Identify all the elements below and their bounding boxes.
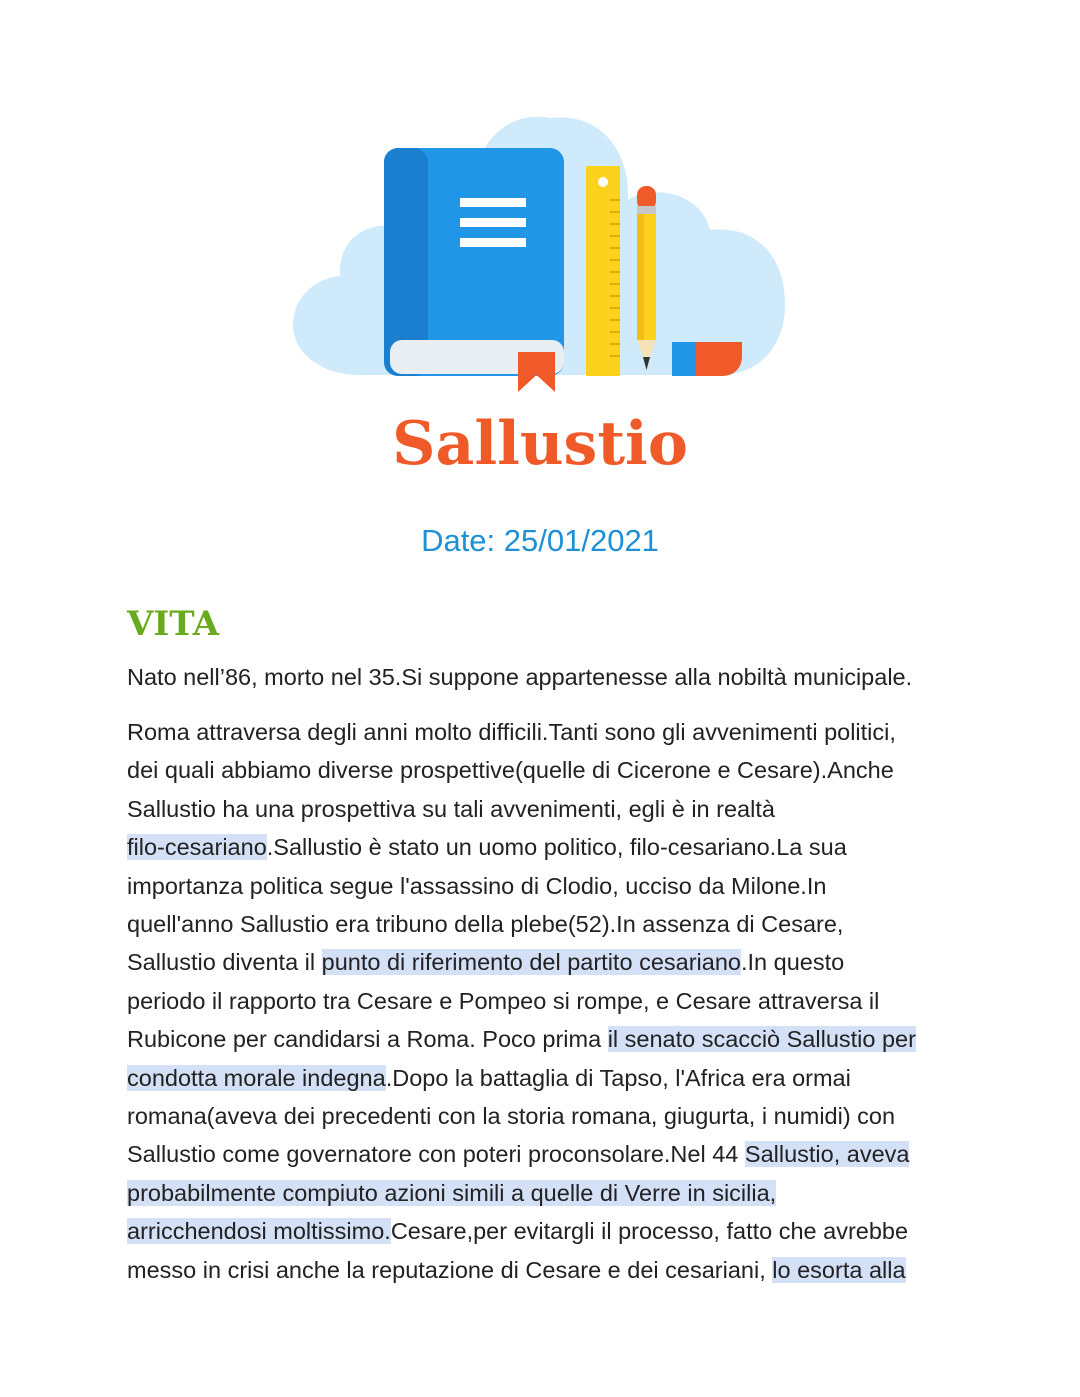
highlighted-text: punto di riferimento del partito cesariano [321, 949, 741, 976]
header-illustration [290, 110, 790, 400]
text-span: .Sallustio è stato un uomo politico, filo-cesariano.La sua [266, 834, 847, 861]
text-span: dei quali abbiamo diverse prospettive(quelle di Cicerone e Cesare).Anche [127, 757, 894, 784]
paragraph-political-context [127, 713, 987, 1289]
text-span: messo in crisi anche la reputazione di Cesare e dei cesariani, [127, 1256, 766, 1283]
text-span: periodo il rapporto tra Cesare e Pompeo si rompe, e Cesare attraversa il [127, 987, 880, 1014]
pencil-icon [637, 186, 656, 370]
eraser-icon [672, 342, 742, 376]
page-title: Sallustio [392, 409, 688, 479]
document-date: Date: 25/01/2021 [421, 523, 659, 558]
text-span: Roma attraversa degli anni molto difficili.Tanti sono gli avvenimenti politici, [127, 719, 896, 745]
text-span: Sallustio diventa il [127, 949, 316, 976]
highlighted-text: probabilmente compiuto azioni simili a quelle di Verre in sicilia, [127, 1179, 777, 1206]
highlighted-text: filo-cesariano [127, 834, 267, 861]
text-span: importanza politica segue l'assassino di Clodio, ucciso da Milone.In [127, 872, 827, 899]
text-span: Rubicone per candidarsi a Roma. Poco prima [127, 1026, 602, 1053]
text-span: Cesare,per evitargli il processo, fatto che avrebbe [390, 1218, 909, 1245]
text-span: .Dopo la battaglia di Tapso, l'Africa era ormai [385, 1064, 851, 1091]
highlighted-text: Sallustio, aveva [744, 1141, 910, 1168]
text-span: romana(aveva dei precedenti con la storia romana, giugurta, i numidi) con [127, 1103, 896, 1130]
book-icon [384, 148, 564, 376]
text-span: Sallustio ha una prospettiva su tali avvenimenti, egli è in realtà [127, 795, 775, 822]
text-span: quell'anno Sallustio era tribuno della plebe(52).In assenza di Cesare, [127, 911, 844, 938]
text-span: .In questo [740, 949, 845, 976]
highlighted-text: il senato scacciò Sallustio per [607, 1026, 916, 1053]
paragraph-birth-death: Nato nell’86, morto nel 35.Si suppone appartenesse alla nobiltà municipale. [127, 664, 913, 690]
text-span: Sallustio come governatore con poteri proconsolare.Nel 44 [127, 1141, 739, 1168]
ruler-icon [586, 166, 620, 376]
bookmark-icon [518, 352, 555, 392]
section-heading-vita: VITA [127, 604, 220, 644]
highlighted-text: condotta morale indegna [127, 1064, 386, 1091]
highlighted-text: arricchendosi moltissimo. [127, 1218, 391, 1245]
highlighted-text: lo esorta alla [772, 1256, 906, 1283]
